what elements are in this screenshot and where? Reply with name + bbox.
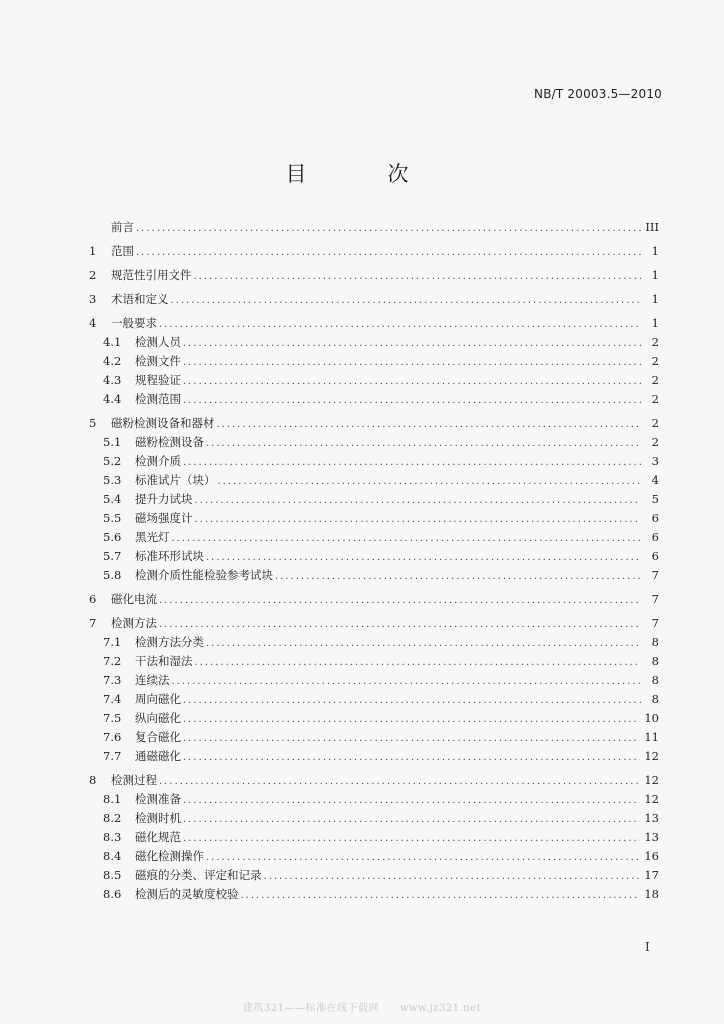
toc-entry-label: 检测时机 xyxy=(135,811,181,825)
toc-entry-label: 磁化电流 xyxy=(111,592,157,606)
toc-entry-number: 7.3 xyxy=(103,673,122,687)
toc-entry-number: 2 xyxy=(89,268,97,282)
toc-entry-number: 5.2 xyxy=(103,454,122,468)
toc-entry[interactable] xyxy=(89,471,659,490)
toc-entry-label: 复合磁化 xyxy=(135,730,181,744)
toc-entry-number: 8.3 xyxy=(103,830,122,844)
toc-entry-page: 2 xyxy=(651,435,659,449)
toc-entry-label: 通磁磁化 xyxy=(135,749,181,763)
toc-entry-number: 8.6 xyxy=(103,887,122,901)
toc-entry[interactable] xyxy=(89,452,659,471)
toc-entry-number: 5.7 xyxy=(103,549,122,563)
toc-entry-page: 12 xyxy=(644,773,659,787)
toc-leader-dots xyxy=(206,435,641,452)
toc-entry-page: 2 xyxy=(651,354,659,368)
toc-entry-number: 4.3 xyxy=(103,373,122,387)
table-of-contents xyxy=(89,218,659,904)
toc-entry-page: 2 xyxy=(651,416,659,430)
toc-entry-number: 8 xyxy=(89,773,97,787)
toc-entry-number: 4 xyxy=(89,316,97,330)
toc-leader-dots xyxy=(172,530,642,547)
toc-leader-dots xyxy=(183,354,641,371)
toc-entry-page: 8 xyxy=(651,654,659,668)
toc-leader-dots xyxy=(159,773,640,790)
toc-entry[interactable] xyxy=(89,314,659,333)
toc-entry-page: 8 xyxy=(651,673,659,687)
toc-entry-page: 10 xyxy=(644,711,659,725)
toc-entry[interactable] xyxy=(89,509,659,528)
toc-entry[interactable] xyxy=(89,547,659,566)
page-number: I xyxy=(645,940,650,954)
toc-leader-dots xyxy=(218,473,642,490)
toc-entry[interactable] xyxy=(89,414,659,433)
toc-entry-number: 8.2 xyxy=(103,811,122,825)
toc-entry-number: 5.3 xyxy=(103,473,122,487)
toc-entry-number: 8.4 xyxy=(103,849,122,863)
toc-entry-number: 1 xyxy=(89,244,97,258)
toc-entry-number: 7.1 xyxy=(103,635,122,649)
toc-entry-page: 7 xyxy=(651,592,659,606)
toc-entry-number: 8.5 xyxy=(103,868,122,882)
toc-leader-dots xyxy=(159,592,641,609)
toc-entry-label: 检测介质 xyxy=(135,454,181,468)
toc-entry-page: 6 xyxy=(651,511,659,525)
toc-entry-page: III xyxy=(645,220,659,234)
toc-leader-dots xyxy=(183,749,640,766)
toc-entry-label: 检测方法 xyxy=(111,616,157,630)
toc-entry[interactable] xyxy=(89,690,659,709)
toc-entry-label: 黑光灯 xyxy=(135,530,170,544)
toc-entry-page: 12 xyxy=(644,792,659,806)
toc-entry[interactable] xyxy=(89,290,659,309)
toc-entry[interactable] xyxy=(89,790,659,809)
toc-entry-page: 1 xyxy=(651,268,659,282)
toc-entry-label: 检测方法分类 xyxy=(135,635,204,649)
toc-entry-number: 4.4 xyxy=(103,392,122,406)
toc-leader-dots xyxy=(183,830,640,847)
toc-entry[interactable] xyxy=(89,528,659,547)
toc-leader-dots xyxy=(172,673,642,690)
toc-entry[interactable] xyxy=(89,866,659,885)
toc-entry-label: 连续法 xyxy=(135,673,170,687)
toc-entry-number: 8.1 xyxy=(103,792,122,806)
toc-entry-number: 5.6 xyxy=(103,530,122,544)
toc-entry[interactable] xyxy=(89,566,659,585)
toc-entry-label: 磁粉检测设备和器材 xyxy=(111,416,215,430)
toc-leader-dots xyxy=(183,692,641,709)
toc-entry-number: 4.1 xyxy=(103,335,122,349)
toc-leader-dots xyxy=(275,568,641,585)
toc-entry-number: 6 xyxy=(89,592,97,606)
toc-entry-page: 2 xyxy=(651,392,659,406)
toc-entry-page: 12 xyxy=(644,749,659,763)
toc-entry-label: 检测后的灵敏度校验 xyxy=(135,887,239,901)
toc-entry[interactable] xyxy=(89,490,659,509)
toc-entry-page: 11 xyxy=(644,730,659,744)
toc-entry-label: 检测范围 xyxy=(135,392,181,406)
toc-entry[interactable] xyxy=(89,747,659,766)
toc-entry[interactable] xyxy=(89,590,659,609)
toc-entry-label: 术语和定义 xyxy=(111,292,169,306)
toc-leader-dots xyxy=(206,549,641,566)
toc-entry-label: 一般要求 xyxy=(111,316,157,330)
toc-entry-page: 18 xyxy=(644,887,659,901)
toc-leader-dots xyxy=(183,392,641,409)
toc-leader-dots xyxy=(264,868,641,885)
toc-entry-number: 5.5 xyxy=(103,511,122,525)
toc-entry-page: 5 xyxy=(651,492,659,506)
toc-entry-page: 1 xyxy=(651,316,659,330)
watermark: 建筑321——标准在线下载网 www.jz321.net xyxy=(242,1003,482,1014)
toc-leader-dots xyxy=(194,268,642,285)
toc-leader-dots xyxy=(136,244,641,261)
toc-entry-page: 13 xyxy=(644,830,659,844)
toc-leader-dots xyxy=(183,792,640,809)
toc-entry-page: 7 xyxy=(651,568,659,582)
toc-entry-label: 规范性引用文件 xyxy=(111,268,192,282)
toc-entry-number: 7.2 xyxy=(103,654,122,668)
toc-entry[interactable] xyxy=(89,614,659,633)
toc-entry-label: 检测介质性能检验参考试块 xyxy=(135,568,273,582)
toc-entry-number: 5 xyxy=(89,416,97,430)
toc-entry-page: 6 xyxy=(651,549,659,563)
toc-entry-label: 检测人员 xyxy=(135,335,181,349)
toc-leader-dots xyxy=(183,335,641,352)
toc-entry-label: 磁化检测操作 xyxy=(135,849,204,863)
toc-entry-label: 检测过程 xyxy=(111,773,157,787)
toc-entry-page: 8 xyxy=(651,692,659,706)
toc-entry-label: 检测准备 xyxy=(135,792,181,806)
toc-entry-label: 标准环形试块 xyxy=(135,549,204,563)
toc-entry-page: 13 xyxy=(644,811,659,825)
toc-entry[interactable] xyxy=(89,709,659,728)
toc-leader-dots xyxy=(217,416,642,433)
toc-leader-dots xyxy=(241,887,641,904)
toc-entry[interactable] xyxy=(89,633,659,652)
toc-entry-label: 干法和湿法 xyxy=(135,654,193,668)
toc-entry[interactable] xyxy=(89,333,659,352)
toc-leader-dots xyxy=(183,711,640,728)
toc-entry-number: 7.5 xyxy=(103,711,122,725)
toc-entry[interactable] xyxy=(89,433,659,452)
toc-entry-page: 3 xyxy=(651,454,659,468)
toc-entry[interactable] xyxy=(89,242,659,261)
toc-entry[interactable] xyxy=(89,847,659,866)
toc-entry-label: 规程验证 xyxy=(135,373,181,387)
toc-entry-page: 17 xyxy=(644,868,659,882)
toc-leader-dots xyxy=(183,373,641,390)
toc-entry[interactable] xyxy=(89,371,659,390)
toc-leader-dots xyxy=(171,292,642,309)
toc-entry-label: 提升力试块 xyxy=(135,492,193,506)
toc-entry-label: 标准试片（块） xyxy=(135,473,216,487)
toc-entry-label: 磁化规范 xyxy=(135,830,181,844)
toc-leader-dots xyxy=(183,454,641,471)
toc-entry-number: 5.8 xyxy=(103,568,122,582)
toc-leader-dots xyxy=(206,849,640,866)
toc-entry-number: 7 xyxy=(89,616,97,630)
toc-leader-dots xyxy=(159,316,641,333)
toc-entry-label: 纵向磁化 xyxy=(135,711,181,725)
toc-entry-label: 磁痕的分类、评定和记录 xyxy=(135,868,262,882)
toc-leader-dots xyxy=(183,811,640,828)
toc-entry-page: 16 xyxy=(644,849,659,863)
toc-leader-dots xyxy=(206,635,641,652)
toc-entry[interactable] xyxy=(89,885,659,904)
toc-entry-number: 5.1 xyxy=(103,435,122,449)
toc-entry[interactable] xyxy=(89,728,659,747)
toc-leader-dots xyxy=(195,511,642,528)
toc-entry[interactable] xyxy=(89,828,659,847)
toc-leader-dots xyxy=(136,220,641,237)
toc-entry[interactable] xyxy=(89,390,659,409)
toc-entry-label: 磁粉检测设备 xyxy=(135,435,204,449)
toc-entry-page: 6 xyxy=(651,530,659,544)
toc-entry[interactable] xyxy=(89,652,659,671)
toc-entry-page: 4 xyxy=(651,473,659,487)
toc-entry-number: 7.7 xyxy=(103,749,122,763)
toc-title: 目 次 xyxy=(285,162,439,186)
toc-entry-label: 范围 xyxy=(111,244,134,258)
toc-leader-dots xyxy=(195,492,642,509)
toc-leader-dots xyxy=(195,654,642,671)
toc-entry-page: 8 xyxy=(651,635,659,649)
toc-entry-number: 7.4 xyxy=(103,692,122,706)
toc-entry-label: 前言 xyxy=(111,220,134,234)
toc-entry-page: 2 xyxy=(651,335,659,349)
toc-entry-label: 检测文件 xyxy=(135,354,181,368)
toc-entry-number: 5.4 xyxy=(103,492,122,506)
toc-entry-number: 3 xyxy=(89,292,97,306)
toc-entry-page: 7 xyxy=(651,616,659,630)
toc-entry[interactable] xyxy=(89,809,659,828)
standard-code: NB/T 20003.5—2010 xyxy=(534,87,662,101)
toc-entry[interactable] xyxy=(89,218,659,237)
toc-entry-page: 1 xyxy=(651,244,659,258)
toc-entry-label: 磁场强度计 xyxy=(135,511,193,525)
toc-entry-label: 周向磁化 xyxy=(135,692,181,706)
toc-entry-page: 1 xyxy=(651,292,659,306)
toc-entry-page: 2 xyxy=(651,373,659,387)
toc-entry[interactable] xyxy=(89,771,659,790)
toc-entry-number: 7.6 xyxy=(103,730,122,744)
toc-entry[interactable] xyxy=(89,671,659,690)
toc-entry-number: 4.2 xyxy=(103,354,122,368)
toc-entry[interactable] xyxy=(89,266,659,285)
toc-leader-dots xyxy=(159,616,641,633)
toc-entry[interactable] xyxy=(89,352,659,371)
toc-leader-dots xyxy=(183,730,640,747)
